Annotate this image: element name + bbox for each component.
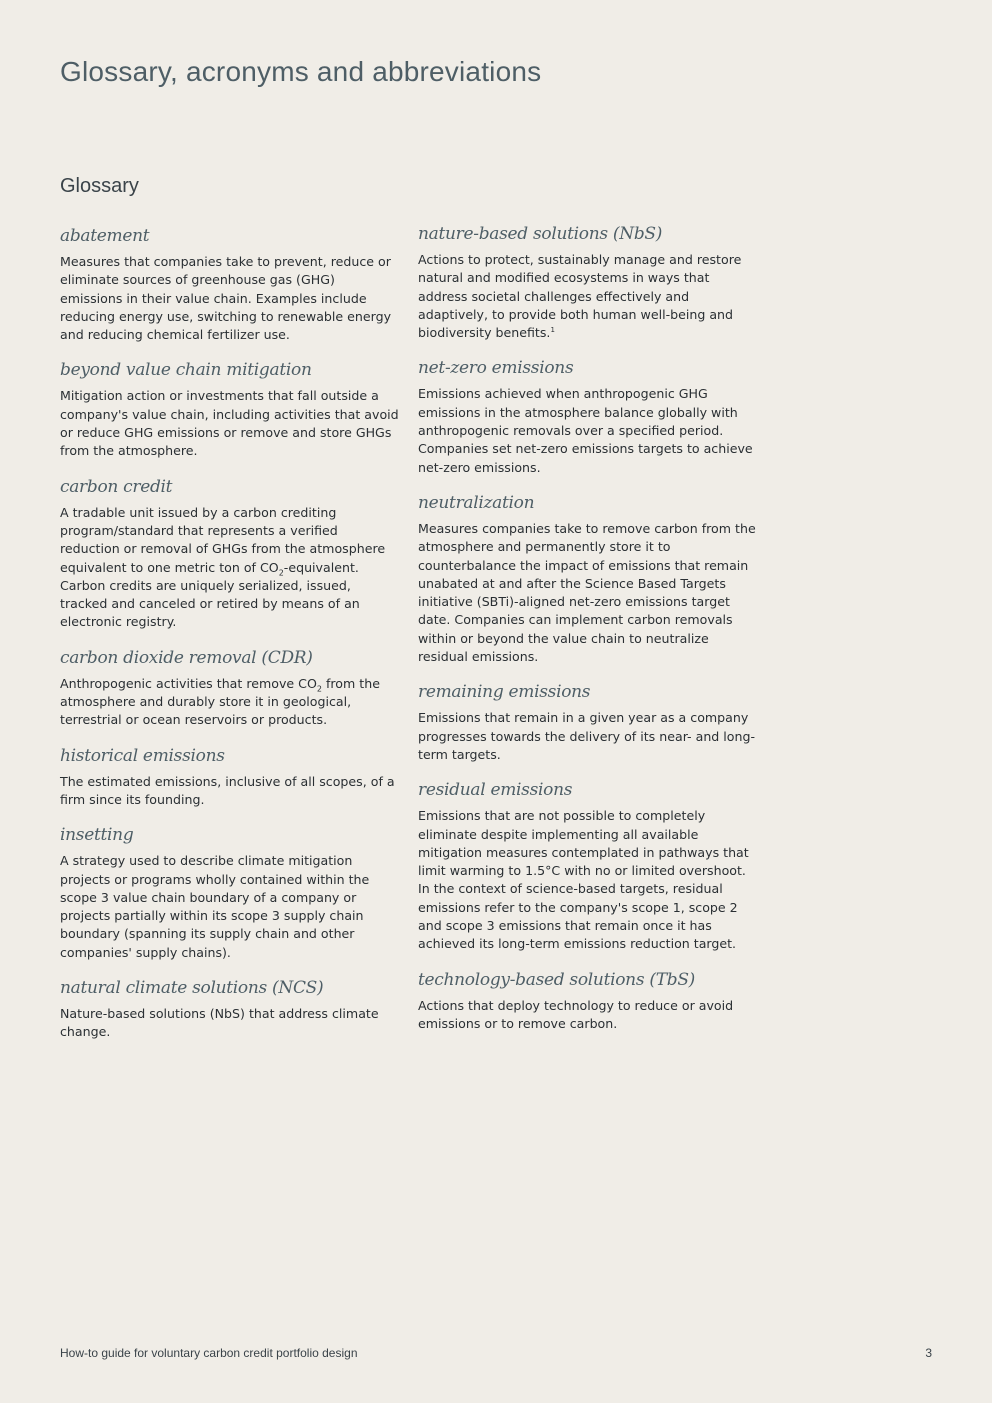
definition-text: A tradable unit issued by a carbon crediting program/standard that represents a verified reduction or removal of GHGs from the atmosphere equivalent to one metric ton of CO — [60, 504, 386, 575]
glossary-definition — [60, 675, 400, 730]
definition-text: from the atmosphere and durably store it in geological, terrestrial or ocean reservoirs or products. — [60, 675, 380, 728]
section-title-glossary: Glossary — [60, 175, 139, 197]
glossary-entry — [418, 222, 758, 342]
glossary-definition: The estimated emissions, inclusive of all scopes, of a firm since its founding. — [60, 773, 395, 807]
glossary-column-left — [60, 224, 400, 1056]
glossary-definition: Emissions that remain in a given year as a company progresses towards the delivery of its near- and long-term targets. — [418, 710, 756, 762]
footnote-marker[interactable]: 1 — [550, 326, 555, 334]
glossary-definition: A strategy used to describe climate mitigation projects or programs wholly contained within the scope 3 value chain boundary of a company or projects partially within its scope 3 supply chain boundary (spanning its supply chain and other companies' supply chains). — [60, 853, 370, 960]
glossary-term: residual emissions — [418, 780, 573, 801]
glossary-entry — [60, 976, 400, 1042]
glossary-term: insetting — [60, 825, 134, 846]
glossary-entry — [418, 356, 758, 476]
glossary-term: abatement — [60, 226, 150, 246]
glossary-definition: Measures companies take to remove carbon from the atmosphere and permanently store it to counterbalance the impact of emissions that remain unabated at and after the Science Based Targets initiative (SBTi)-aligned net-zero emissions target date. Companies can implement carbon removals within or beyond the value chain to neutralize residual emissions. — [418, 520, 756, 665]
glossary-term: remaining emissions — [418, 682, 591, 703]
glossary-definition — [418, 251, 758, 342]
glossary-term: nature-based solutions (NbS) — [418, 224, 663, 244]
footer-document-title: How-to guide for voluntary carbon credit portfolio design — [60, 1346, 358, 1360]
glossary-term: historical emissions — [60, 745, 225, 766]
glossary-definition: Nature-based solutions (NbS) that address climate change. — [60, 1006, 379, 1040]
glossary-column-right — [418, 222, 758, 1047]
glossary-entry — [418, 968, 758, 1034]
glossary-entry — [60, 358, 400, 460]
glossary-definition: Emissions achieved when anthropogenic GHG emissions in the atmosphere balance globally with anthropogenic removals over a specified period. Companies set net-zero emissions targets to achieve net-zero emissions. — [418, 386, 753, 475]
glossary-term: beyond value chain mitigation — [60, 360, 312, 381]
glossary-definition: Mitigation action or investments that fall outside a company's value chain, including activities that avoid or reduce GHG emissions or remove and store GHGs from the atmosphere. — [60, 388, 399, 459]
glossary-term: carbon dioxide removal (CDR) — [60, 647, 313, 668]
page-title: Glossary, acronyms and abbreviations — [60, 56, 542, 87]
glossary-term: neutralization — [418, 492, 535, 513]
glossary-term: natural climate solutions (NCS) — [60, 978, 324, 999]
page-number: 3 — [925, 1346, 932, 1360]
glossary-entry — [60, 646, 400, 730]
glossary-entry — [418, 778, 758, 953]
glossary-term: technology-based solutions (TbS) — [418, 969, 695, 990]
glossary-entry — [418, 491, 758, 666]
glossary-term: carbon credit — [60, 476, 173, 497]
glossary-entry — [60, 475, 400, 632]
subscript: 2 — [316, 684, 322, 694]
glossary-entry — [60, 744, 400, 810]
glossary-definition — [60, 504, 400, 632]
glossary-entry — [60, 224, 400, 344]
subscript: 2 — [278, 568, 284, 578]
glossary-entry — [60, 823, 400, 962]
glossary-definition: Emissions that are not possible to completely eliminate despite implementing all available mitigation measures contemplated in pathways that limit warming to 1.5°C with no or limited overshoot. In the context of science-based targets, residual emissions refer to the company's scope 1, scope 2 and scope 3 emissions that remain once it has achieved its long-term emissions reduction target. — [418, 808, 749, 952]
glossary-entry — [418, 680, 758, 764]
glossary-term: net-zero emissions — [418, 358, 574, 379]
definition-text: Anthropogenic activities that remove CO — [60, 675, 317, 691]
glossary-definition: Actions that deploy technology to reduce or avoid emissions or to remove carbon. — [418, 997, 734, 1031]
definition-text: Actions to protect, sustainably manage and restore natural and modified ecosystems in ways that address societal challenges effectively and adaptively, to provide both human well-being and biodiversity benefits. — [418, 252, 742, 341]
definition-text: -equivalent. Carbon credits are uniquely serialized, issued, tracked and canceled or retired by means of an electronic registry. — [60, 559, 360, 630]
glossary-definition: Measures that companies take to prevent, reduce or eliminate sources of greenhouse gas (GHG) emissions in their value chain. Examples include reducing energy use, switching to renewable energy and reducing chemical fertilizer use. — [60, 254, 392, 343]
